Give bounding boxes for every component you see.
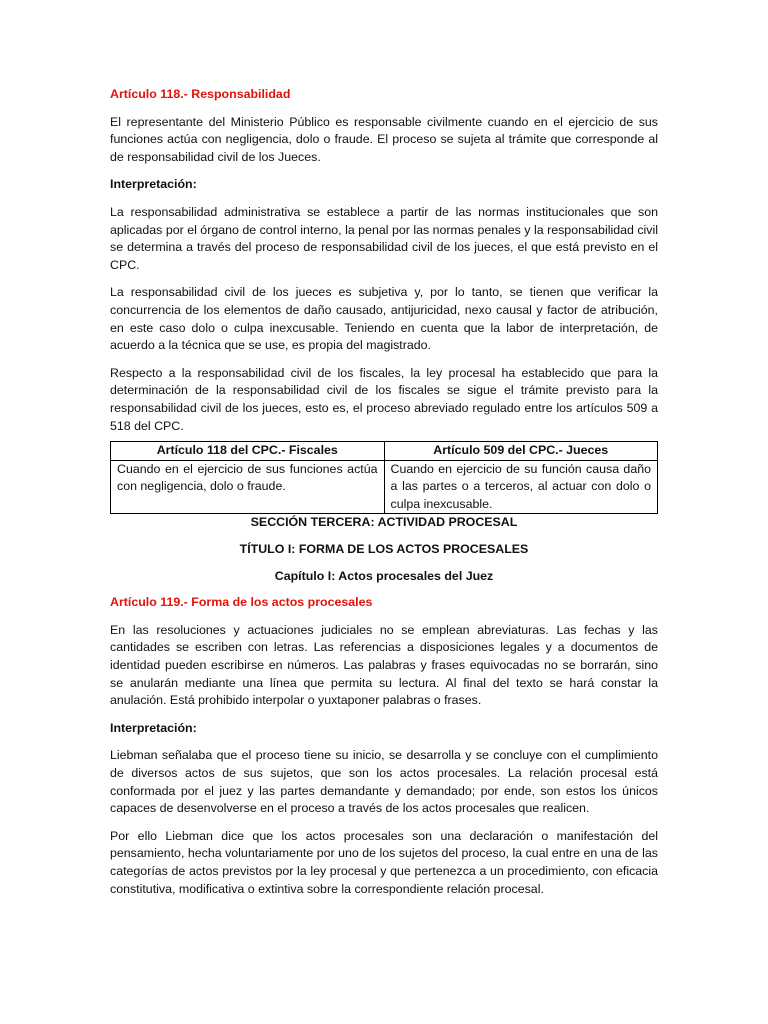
- table-header-fiscales: Artículo 118 del CPC.- Fiscales: [111, 442, 385, 461]
- page-content: [110, 86, 658, 908]
- article-118-paragraph-1: La responsabilidad administrativa se establece a partir de las normas institucionales que son aplicadas por el órgano de control interno, la penal por las normas penales y la responsabilidad civil se determina a través del proceso de responsabilidad civil de los jueces, el que está previsto en el CPC.: [110, 204, 658, 272]
- table-row: [111, 460, 658, 514]
- article-118-body: El representante del Ministerio Público es responsable civilmente cuando en el ejercicio de sus funciones actúa con negligencia, dolo o fraude. El proceso se sujeta al trámite que corresponde al de responsabilidad civil de los Jueces.: [110, 114, 658, 164]
- article-118-paragraph-3: Respecto a la responsabilidad civil de los fiscales, la ley procesal ha establecido que para la determinación de la responsabilidad civil de los fiscales se sigue el trámite previsto para la responsabilidad civil de los jueces, esto es, el proceso abreviado regulado entre los artículos 509 a 518 del CPC.: [110, 365, 658, 433]
- table-header-jueces: Artículo 509 del CPC.- Jueces: [384, 442, 658, 461]
- article-119-paragraph-1: Liebman señalaba que el proceso tiene su inicio, se desarrolla y se concluye con el cumplimiento de diversos actos de sus sujetos, que son los actos procesales. La relación procesal está conformada por el juez y las partes demandante y demandado; por ende, son estos los únicos capaces de desenvolverse en el proceso a través de los actos procesales que realicen.: [110, 748, 658, 816]
- chapter-heading: Capítulo I: Actos procesales del Juez: [274, 568, 494, 583]
- section-heading: SECCIÓN TERCERA: ACTIVIDAD PROCESAL: [250, 515, 518, 530]
- article-119-body: En las resoluciones y actuaciones judiciales no se emplean abreviaturas. Las fechas y las cantidades se escriben con letras. Las referencias a disposiciones legales y a documentos de identidad pueden escribirse en números. Las palabras y frases equivocadas no se borrarán, sino se anularán mediante una línea que permita su lectura. Al final del texto se hará constar la anulación. Está prohibido interpolar o yuxtaponer palabras o frases.: [110, 622, 658, 708]
- article-119-interpretation-label: Interpretación:: [110, 720, 197, 735]
- article-118-interpretation-label: Interpretación:: [110, 177, 197, 192]
- table-cell-jueces: Cuando en ejercicio de su función causa daño a las partes o a terceros, al actuar con dolo o culpa inexcusable.: [384, 460, 658, 514]
- table-cell-fiscales: Cuando en el ejercicio de sus funciones actúa con negligencia, dolo o fraude.: [111, 460, 385, 514]
- article-118-paragraph-2: La responsabilidad civil de los jueces es subjetiva y, por lo tanto, se tienen que verificar la concurrencia de los elementos de daño causado, antijuricidad, nexo causal y factor de atribución, en este caso dolo o culpa inexcusable. Teniendo en cuenta que la labor de interpretación, de acuerdo a la técnica que se use, es propia del magistrado.: [110, 285, 658, 353]
- table-header-row: [111, 442, 658, 461]
- title-heading: TÍTULO I: FORMA DE LOS ACTOS PROCESALES: [239, 542, 529, 557]
- comparison-table: [110, 441, 658, 514]
- article-119-paragraph-2: Por ello Liebman dice que los actos procesales son una declaración o manifestación del pensamiento, hecha voluntariamente por uno de los sujetos del proceso, la cual entre en una de las categorías de actos previstos por la ley procesal y que pertenezca a un procedimiento, con eficacia constitutiva, modificativa o extintiva sobre la correspondiente relación procesal.: [110, 828, 658, 896]
- article-119-heading: Artículo 119.- Forma de los actos procesales: [110, 595, 373, 610]
- article-118-heading: Artículo 118.- Responsabilidad: [110, 87, 291, 101]
